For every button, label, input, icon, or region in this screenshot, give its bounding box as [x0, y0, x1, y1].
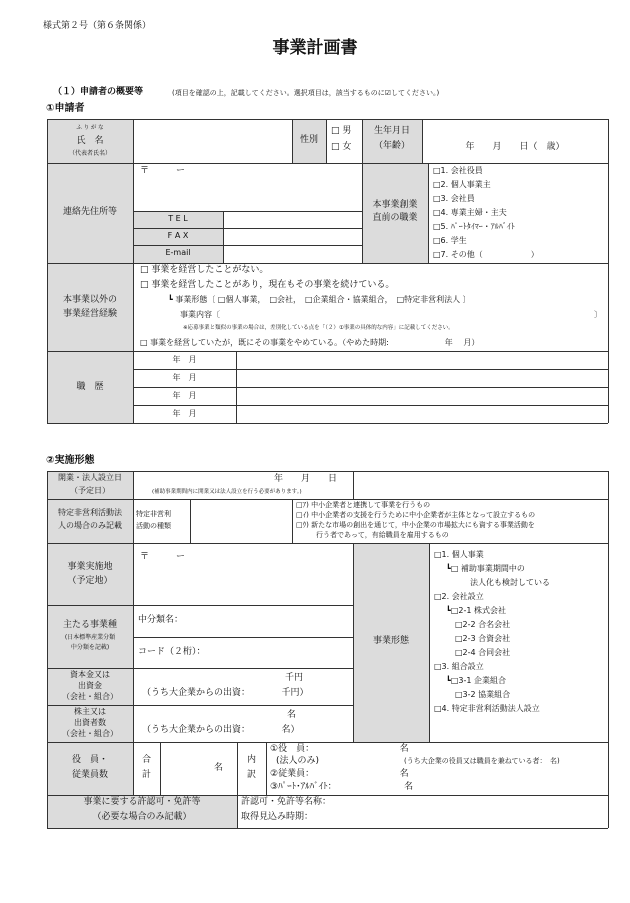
capital-label: 資本金又は — [70, 670, 110, 679]
business-form-option[interactable]: □3. 組合設立 — [434, 662, 484, 671]
breakdown-label: 内 — [246, 755, 256, 765]
document-title: 事業計画書 — [272, 38, 358, 58]
business-form-option-cont: 法人化も検討している — [470, 578, 550, 587]
total-label: 合 — [141, 755, 151, 765]
npo-label: 特定非営利活動法 — [58, 508, 122, 517]
prev-job-option[interactable]: □2. 個人事業主 — [433, 180, 491, 189]
tel-label: T E L — [168, 214, 188, 223]
experience-business-content[interactable]: 事業内容〔 — [180, 310, 220, 319]
permit-label: 事業に要する許認可・免許等 — [83, 797, 201, 807]
birth-label: 生年月日 — [373, 126, 410, 136]
gender-female-checkbox[interactable]: □ 女 — [331, 142, 352, 152]
career-row-date[interactable]: 年 月 — [172, 355, 197, 364]
contact-label: 連絡先住所等 — [62, 207, 117, 217]
business-form-option[interactable]: □4. 特定非営利活動法人設立 — [434, 704, 540, 713]
npo-activity-type-label-2: 活動の種類 — [136, 522, 171, 530]
business-form-option[interactable]: ┗□2-1 株式会社 — [446, 606, 506, 615]
experience-option-current[interactable]: □ 事業を経営したことがあり，現在もその事業を続けている。 — [140, 280, 395, 290]
experience-option-none[interactable]: □ 事業を経営したことがない。 — [140, 265, 269, 275]
holders-label: 株主又は — [74, 707, 106, 716]
prev-job-option[interactable]: □4. 専業主婦・主夫 — [433, 208, 507, 217]
industry-sub-label-2: 中分類を記載) — [70, 644, 110, 651]
prev-job-label: 本事業創業 — [372, 200, 418, 210]
establish-date-sub-label: （予定日） — [70, 486, 110, 495]
breakdown-label-2: 訳 — [246, 770, 256, 780]
holders-large-enterprise[interactable]: （うち大企業からの出資： 名） — [142, 725, 300, 735]
npo-option-b[interactable]: □ｲ) 中小企業者の支援を行うために中小企業者が主体となって設立するもの — [296, 511, 536, 519]
experience-label-2: 事業経営経験 — [62, 309, 117, 319]
tel-field[interactable] — [224, 212, 361, 227]
capital-unit[interactable]: 千円 — [285, 673, 304, 683]
establish-date-field[interactable]: 年 月 日 — [273, 474, 337, 484]
npo-option-a[interactable]: □ｱ) 中小企業者と連携して事業を行うもの — [296, 501, 431, 509]
contact-postal-field[interactable]: 〒 ー — [140, 166, 186, 176]
business-form-option[interactable]: □2. 会社設立 — [434, 592, 484, 601]
total-count-field[interactable]: 名 — [214, 763, 224, 773]
birth-date-field[interactable]: 年 月 日（ 歳） — [465, 142, 565, 152]
career-row-date[interactable]: 年 月 — [172, 409, 197, 418]
permit-date-field[interactable]: 取得見込み時期： — [241, 812, 314, 822]
experience-note: ※応募事業と類似の事業の場合は，差別化している点を「（２）①事業の具体的な内容」に記載してください。 — [183, 325, 454, 331]
officer-count-field[interactable]: ①役 員： 名 — [270, 744, 409, 754]
prev-job-option[interactable]: □5. ﾊﾟｰﾄﾀｲﾏｰ・ｱﾙﾊﾞｲﾄ — [433, 222, 515, 231]
staff-label: 役 員・ — [71, 755, 108, 765]
applicant-heading: ①申請者 — [46, 103, 85, 114]
career-row-date[interactable]: 年 月 — [172, 391, 197, 400]
prev-job-label-2: 直前の職業 — [372, 213, 418, 223]
establish-date-label: 開業・法人設立日 — [58, 473, 122, 482]
career-label: 職 歴 — [76, 382, 104, 392]
npo-label-2: 人の場合のみ記載 — [58, 521, 122, 530]
email-field[interactable] — [224, 246, 361, 262]
section1-heading: （１）申請者の概要等 — [53, 87, 144, 97]
name-field[interactable] — [134, 120, 291, 162]
site-sub-label: （予定地） — [67, 576, 113, 586]
name-sub-label: （代表者氏名） — [68, 150, 111, 157]
permit-sub-label: （必要な場合のみ記載） — [92, 812, 192, 822]
staff-label-2: 従業員数 — [71, 770, 108, 780]
holders-label-3: （会社・組合） — [62, 729, 118, 738]
parttime-count-field[interactable]: ③ﾊﾟｰﾄ･ｱﾙﾊﾞｲﾄ： 名 — [270, 782, 414, 792]
gender-male-checkbox[interactable]: □ 男 — [331, 126, 352, 136]
business-form-label: 事業形態 — [372, 636, 409, 646]
npo-activity-type-label: 特定非営利 — [136, 510, 171, 518]
experience-business-form[interactable]: ┗ 事業形態〔 □個人事業， □会社， □企業組合・協業組合， □特定非営利法人 〕 — [168, 295, 471, 304]
npo-option-c-cont: 行う者であって，有給職員を雇用するもの — [316, 531, 449, 539]
birth-sub-label: （年齢） — [373, 141, 410, 151]
gender-label: 性別 — [299, 135, 318, 145]
business-form-option[interactable]: ┗□3-1 企業組合 — [446, 676, 506, 685]
site-label: 事業実施地 — [67, 562, 113, 572]
form-number: 様式第２号（第６条関係） — [43, 21, 152, 31]
business-form-option[interactable]: □1. 個人事業 — [434, 550, 484, 559]
capital-label-2: 出資金 — [78, 681, 102, 690]
officer-note: (法人のみ) — [276, 756, 320, 766]
industry-mid-class-field[interactable]: 中分類名： — [138, 615, 184, 625]
implementation-heading: ②実施形態 — [46, 455, 95, 466]
establish-date-note: (補助事業期間内に開業又は法人設立を行う必要があります。) — [152, 489, 302, 495]
experience-option-ended[interactable]: □ 事業を経営していたが，既にその事業をやめている。（やめた時期: 年 月） — [140, 338, 480, 347]
site-postal-field[interactable]: 〒 ー — [140, 552, 186, 562]
capital-label-3: （会社・組合） — [62, 692, 118, 701]
business-form-option[interactable]: □2-2 合名会社 — [455, 620, 511, 629]
experience-label: 本事業以外の — [62, 295, 117, 305]
career-row-date[interactable]: 年 月 — [172, 373, 197, 382]
experience-content-close: 〕 — [594, 310, 602, 319]
prev-job-option[interactable]: □3. 会社員 — [433, 194, 475, 203]
employee-count-field[interactable]: ②従業員： 名 — [270, 769, 409, 779]
npo-activity-type-field[interactable] — [191, 500, 291, 542]
fax-label: F A X — [167, 231, 189, 240]
holders-unit[interactable]: 名 — [287, 710, 297, 720]
email-label: E-mail — [165, 248, 191, 257]
prev-job-option[interactable]: □7. その他（ ） — [433, 250, 539, 259]
prev-job-option[interactable]: □6. 学生 — [433, 236, 467, 245]
furigana-label: ふ り が な — [76, 125, 104, 131]
holders-label-2: 出資者数 — [74, 718, 106, 727]
industry-code-field[interactable]: コード（２桁）： — [138, 647, 206, 657]
fax-field[interactable] — [224, 229, 361, 244]
section1-note: (項目を確認の上，記載してください。選択項目は，該当するものに☑してください。) — [172, 89, 440, 97]
total-label-2: 計 — [141, 770, 151, 780]
capital-large-enterprise[interactable]: （うち大企業からの出資： 千円） — [142, 688, 309, 698]
business-form-option[interactable]: ┗□ 補助事業期間中の — [446, 564, 525, 573]
name-label: 氏 名 — [76, 136, 104, 146]
npo-option-c[interactable]: □ｳ) 新たな市場の創出を通じて，中小企業の市場拡大にも資する事業活動を — [296, 521, 535, 529]
industry-sub-label: (日本標準産業分類 — [64, 634, 116, 641]
officer-large-enterprise-field[interactable]: (うち大企業の役員又は職員を兼ねている者： 名) — [404, 757, 560, 765]
prev-job-option[interactable]: □1. 会社役員 — [433, 166, 483, 175]
business-form-option[interactable]: □3-2 協業組合 — [455, 690, 511, 699]
permit-name-field[interactable]: 許認可・免許等名称： — [241, 797, 332, 807]
industry-label: 主たる事業種 — [62, 620, 117, 630]
business-form-option[interactable]: □2-4 合同会社 — [455, 648, 511, 657]
business-form-option[interactable]: □2-3 合資会社 — [455, 634, 511, 643]
